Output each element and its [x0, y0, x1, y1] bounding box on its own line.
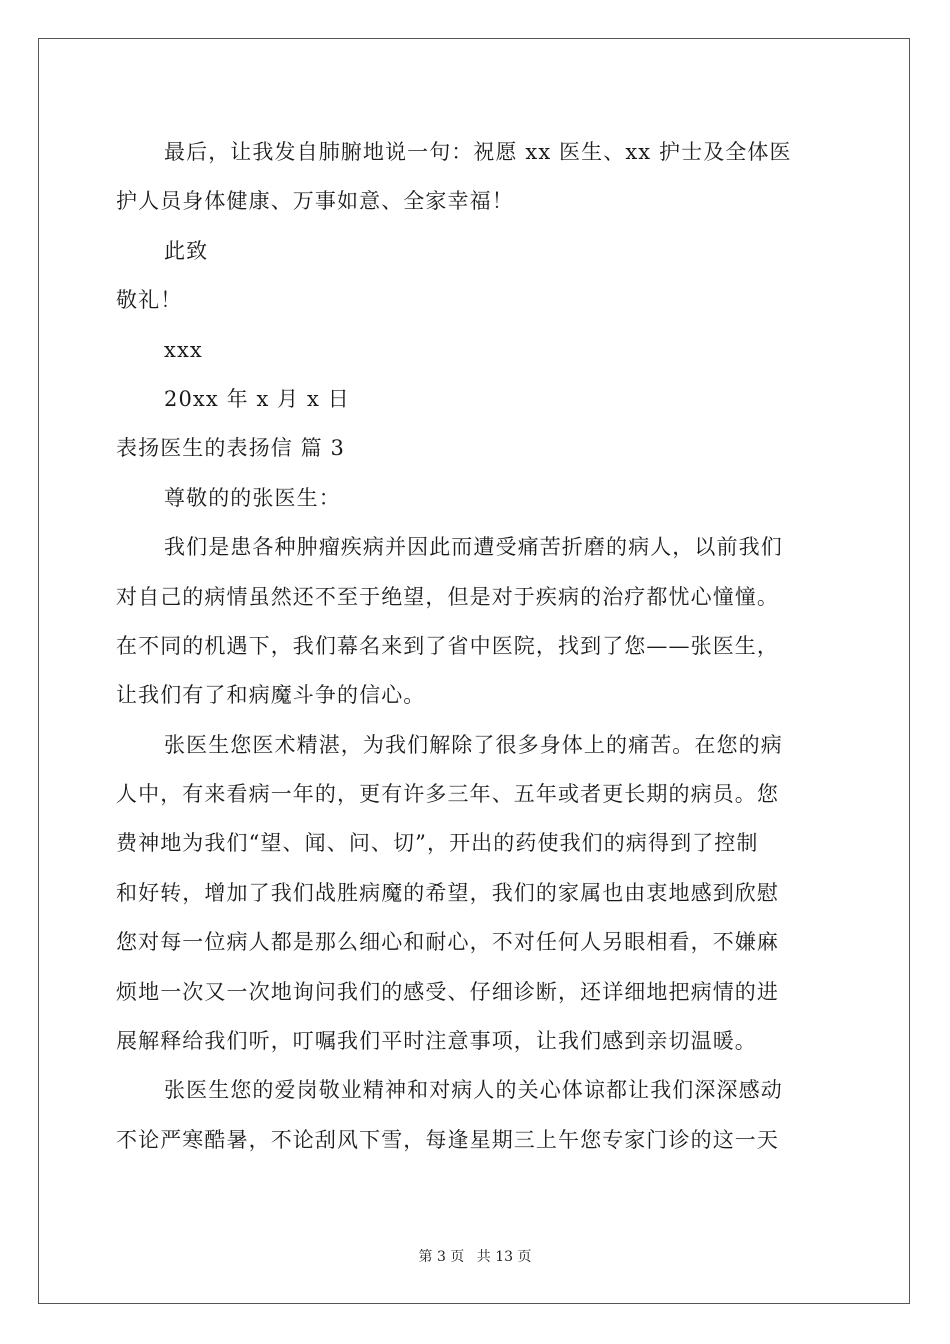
text-line: 张医生您的爱岗敬业精神和对病人的关心体谅都让我们深深感动	[164, 1078, 783, 1103]
text-line: 让我们有了和病魔斗争的信心。	[116, 683, 426, 708]
section-heading: 表扬医生的表扬信 篇 3	[116, 436, 345, 461]
document-body	[116, 128, 832, 1165]
text-line: 人中，有来看病一年的，更有许多三年、五年或者更长期的病员。您	[116, 782, 779, 807]
text-line: 最后，让我发自肺腑地说一句：祝愿 xx 医生、xx 护士及全体医	[164, 140, 792, 164]
text-line: 展解释给我们听，叮嘱我们平时注意事项，让我们感到亲切温暖。	[116, 1029, 757, 1054]
text-line: 您对每一位病人都是那么细心和耐心，不对任何人另眼相看，不嫌麻	[116, 930, 779, 955]
page-total: 共 13 页	[476, 1249, 532, 1265]
text-line: 不论严寒酷暑，不论刮风下雪，每逢星期三上午您专家门诊的这一天	[116, 1127, 779, 1152]
text-line: 我们是患各种肿瘤疾病并因此而遭受痛苦折磨的病人，以前我们	[164, 535, 783, 560]
text-line: 烦地一次又一次地询问我们的感受、仔细诊断，还详细地把病情的进	[116, 979, 779, 1004]
text-line: 护人员身体健康、万事如意、全家幸福！	[116, 189, 514, 214]
text-line: 在不同的机遇下，我们幕名来到了省中医院，找到了您——张医生，	[116, 633, 779, 658]
text-line: 对自己的病情虽然还不至于绝望，但是对于疾病的治疗都忧心憧憧。	[116, 584, 779, 609]
page-number: 第 3 页	[418, 1249, 465, 1265]
text-line: 费神地为我们“望、闻、问、切”，开出的药使我们的病得到了控制	[116, 831, 759, 856]
text-line: 和好转，增加了我们战胜病魔的希望，我们的家属也由衷地感到欣慰	[116, 880, 779, 905]
text-line: 张医生您医术精湛，为我们解除了很多身体上的痛苦。在您的病	[164, 732, 783, 757]
greeting: 尊敬的的张医生：	[164, 485, 341, 510]
page-footer	[0, 1246, 950, 1266]
signature-name: xxx	[164, 337, 203, 362]
closing-respect: 敬礼！	[116, 288, 183, 313]
signature-date: 20xx 年 x 月 x 日	[164, 386, 350, 411]
closing-salutation: 此致	[164, 238, 209, 263]
